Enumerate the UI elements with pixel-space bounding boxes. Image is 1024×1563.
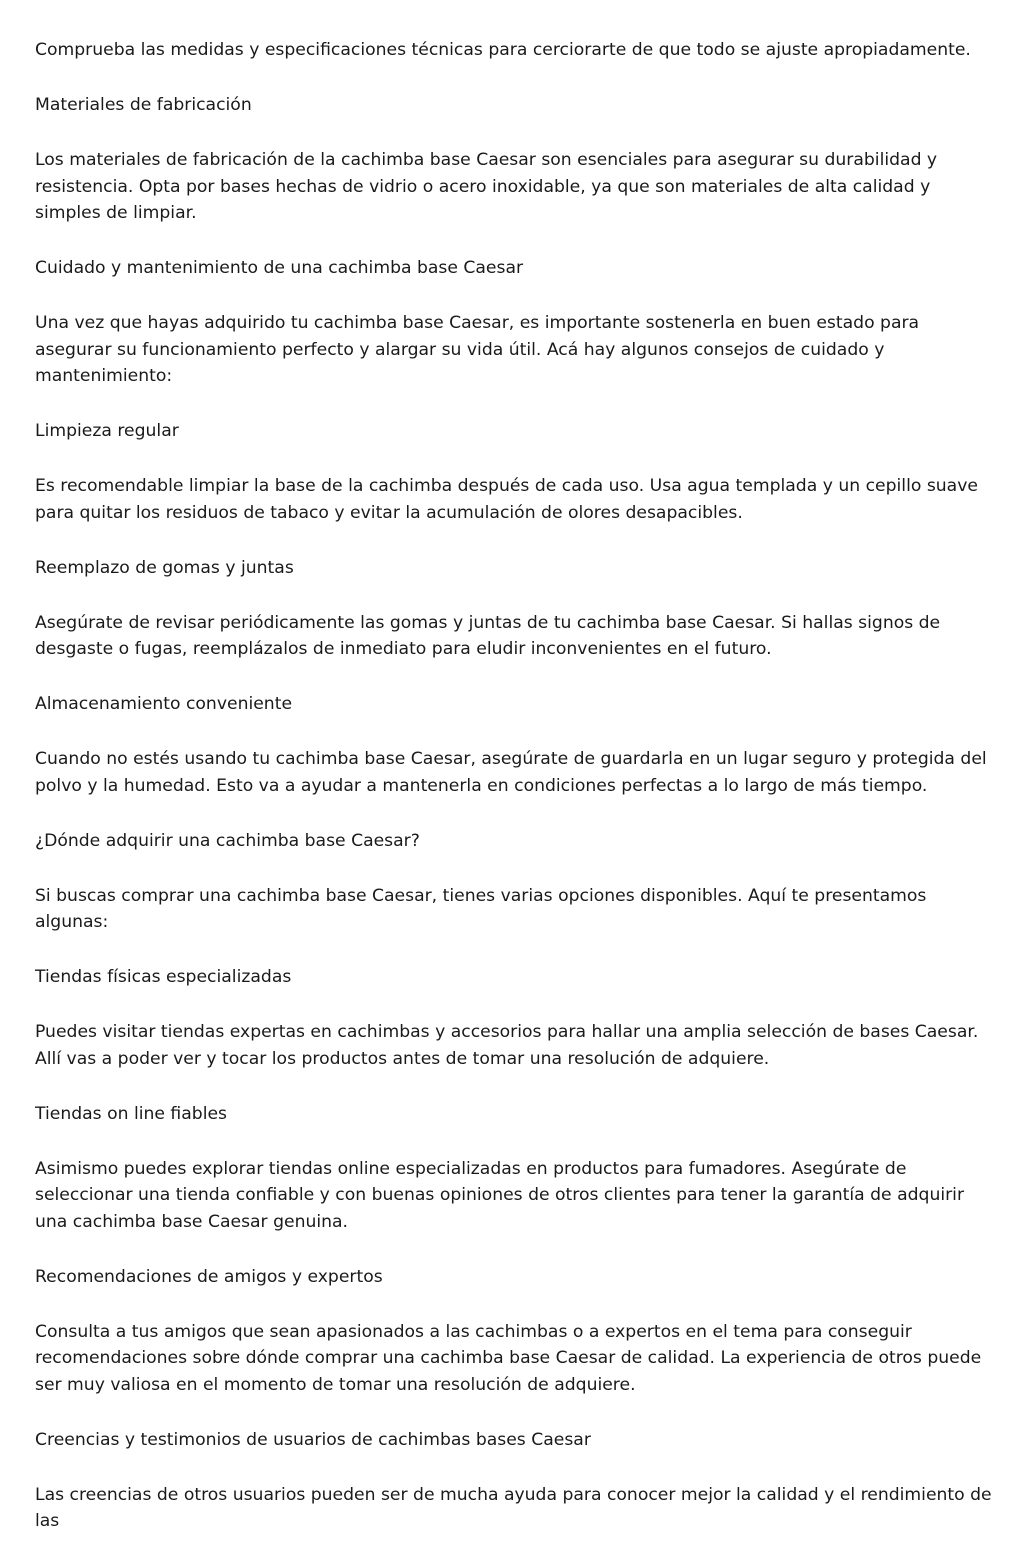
paragraph-recommendations: Consulta a tus amigos que sean apasionados a las cachimbas o a expertos en el tema para conseguir recomendaciones sobre dónde comprar una cachimba base Caesar de calidad. La experiencia de otros puede ser muy valiosa en el momento de tomar una resolución de adquiere. <box>35 1321 982 1395</box>
paragraph-testimonials: Las creencias de otros usuarios pueden ser de mucha ayuda para conocer mejor la calidad y el rendimiento de las <box>35 1484 992 1531</box>
heading-testimonials: Creencias y testimonios de usuarios de cachimbas bases Caesar <box>35 1429 591 1450</box>
heading-storage: Almacenamiento conveniente <box>35 694 293 714</box>
paragraph-online-stores: Asimismo puedes explorar tiendas online especializadas en productos para fumadores. Asegúrate de seleccionar una tienda confiable y con buenas opiniones de otros clientes para tener la garantía de adquirir una cachimba base Caesar genuina. <box>35 1158 965 1232</box>
heading-recommendations: Recomendaciones de amigos y expertos <box>35 1266 383 1287</box>
heading-care-maintenance: Cuidado y mantenimiento de una cachimba base Caesar <box>35 258 524 278</box>
paragraph-regular-cleaning: Es recomendable limpiar la base de la cachimba después de cada uso. Usa agua templada y un cepillo suave para quitar los residuos de tabaco y evitar la acumulación de olores desapacibles. <box>35 476 978 523</box>
heading-online-stores: Tiendas on line fiables <box>35 1103 227 1124</box>
document-body <box>35 37 997 1563</box>
paragraph-storage: Cuando no estés usando tu cachimba base Caesar, asegúrate de guardarla en un lugar seguro y protegida del polvo y la humedad. Esto va a ayudar a mantenerla en condiciones perfectas a lo largo de más tiempo. <box>35 749 987 796</box>
heading-regular-cleaning: Limpieza regular <box>35 421 179 441</box>
paragraph-physical-stores: Puedes visitar tiendas expertas en cachimbas y accesorios para hallar una amplia selección de bases Caesar. Allí vas a poder ver y tocar los productos antes de tomar una resolución de adquiere. <box>35 1022 979 1069</box>
paragraph-materials: Los materiales de fabricación de la cachimba base Caesar son esenciales para asegurar su durabilidad y resistencia. Opta por bases hechas de vidrio o acero inoxidable, ya que son materiales de alta calidad y simples de limpiar. <box>35 150 938 223</box>
paragraph-specs-check: Comprueba las medidas y especificaciones técnicas para cerciorarte de que todo se ajuste apropiadamente. <box>35 40 971 60</box>
paragraph-care-maintenance: Una vez que hayas adquirido tu cachimba base Caesar, es importante sostenerla en buen estado para asegurar su funcionamiento perfecto y alargar su vida útil. Acá hay algunos consejos de cuidado y mantenimiento: <box>35 313 920 386</box>
heading-gasket-replacement: Reemplazo de gomas y juntas <box>35 557 294 578</box>
heading-materials: Materiales de fabricación <box>35 95 252 115</box>
paragraph-where-to-buy: Si buscas comprar una cachimba base Caesar, tienes varias opciones disponibles. Aquí te presentamos algunas: <box>35 885 927 932</box>
paragraph-gasket-replacement: Asegúrate de revisar periódicamente las gomas y juntas de tu cachimba base Caesar. Si hallas signos de desgaste o fugas, reemplázalos de inmediato para eludir inconvenientes en el futuro. <box>35 612 941 659</box>
heading-physical-stores: Tiendas físicas especializadas <box>35 967 292 987</box>
heading-where-to-buy: ¿Dónde adquirir una cachimba base Caesar? <box>35 830 420 851</box>
